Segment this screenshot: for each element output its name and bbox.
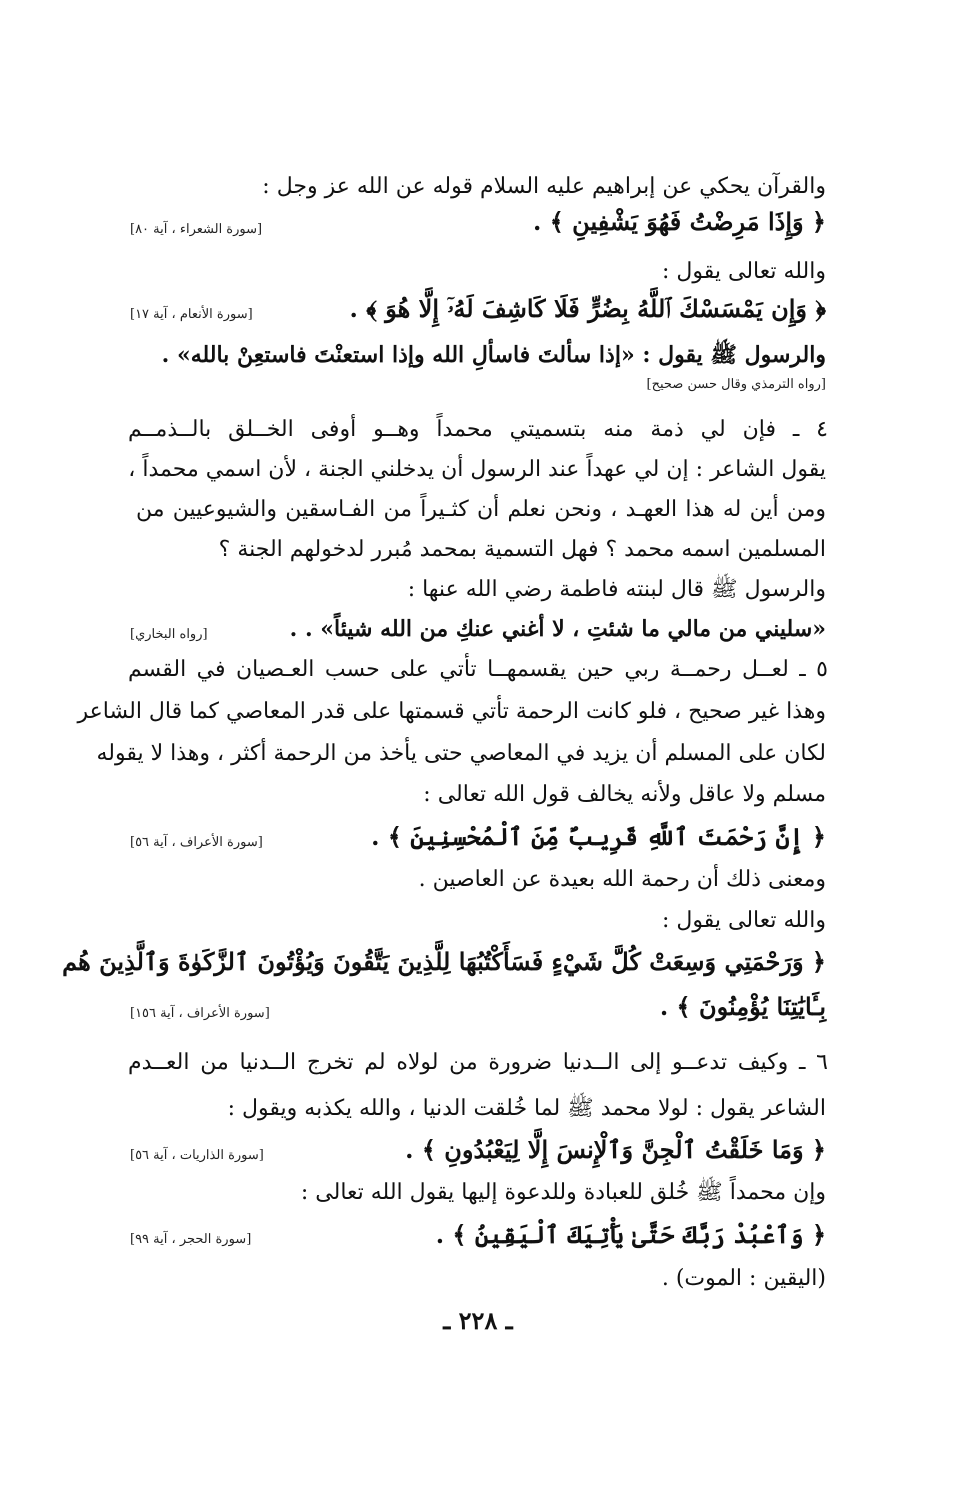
text-line: ومن أين له هذا العهـد ، ونحن نعلم أن كثـيراً من الفـاسقين والشيوعيين من	[136, 497, 826, 522]
quran-verse-line: ﴿ وَإِذَا مَرِضْتُ فَهُوَ يَشْفِينِ ﴾ .	[533, 207, 826, 236]
quran-verse-line: ﴿ إِنَّ رَحْمَتَ ٱللَّهِ قَرِيبٌ مِّنَ ٱلْمُحْسِنِينَ ﴾ .	[371, 822, 826, 851]
text-line: والقرآن يحكي عن إبراهيم عليه السلام قوله عن الله عز وجل :	[262, 174, 826, 199]
text-line: المسلمين اسمه محمد ؟ فهل التسمية بمحمد مُبرر لدخولهم الجنة ؟	[218, 537, 826, 562]
quran-verse-line: ﴿ وَمَا خَلَقْتُ ٱلْجِنَّ وَٱلْإِنسَ إِلَّا لِيَعْبُدُونِ ﴾ .	[405, 1135, 826, 1164]
text-line: والرسول ﷺ يقول : «إذا سألتَ فاسألِ الله وإذا استعنْتَ فاستعِنْ بالله» .	[161, 342, 826, 368]
text-line: وإن محمداً ﷺ خُلق للعبادة وللدعوة إليها يقول الله تعالى :	[300, 1180, 826, 1205]
quran-verse-line: ﴿ وَٱعْبُدْ رَبَّكَ حَتَّىٰ يَأْتِيَكَ ٱلْيَقِينُ ﴾ .	[435, 1220, 826, 1249]
citation-reference: [سورة الأنعام ، آية ١٧]	[130, 307, 253, 322]
citation-reference: [سورة الأعراف ، آية ١٥٦]	[130, 1006, 270, 1021]
text-line: يقول الشاعر : إن لي عهداً عند الرسول أن يدخلني الجنة ، لأن اسمي محمداً ،	[128, 457, 826, 482]
citation-reference: [سورة الذاريات ، آية ٥٦]	[130, 1148, 264, 1163]
text-line: والله تعالى يقول :	[662, 259, 826, 284]
text-line: والله تعالى يقول :	[662, 908, 826, 933]
text-line: وهذا غير صحيح ، فلو كانت الرحمة تأتي قسمتها على قدر المعاصي كما قال الشاعر	[77, 699, 826, 724]
citation-reference: [سورة الشعراء ، آية ٨٠]	[130, 222, 263, 237]
text-line: مسلم ولا عاقل ولأنه يخالف قول الله تعالى :	[423, 782, 826, 807]
citation-reference: [سورة الحجر ، آية ٩٩]	[130, 1232, 252, 1247]
quran-verse-line: ﴿ وَرَحْمَتِي وَسِعَتْ كُلَّ شَيْءٍ فَسَأَكْتُبُهَا لِلَّذِينَ يَتَّقُونَ وَيُؤْتُونَ ٱلزَّكَوٰةَ وَٱلَّذِينَ هُم	[62, 947, 826, 976]
quran-verse-line: ﴿ وَإِن يَمْسَسْكَ ٱللَّهُ بِضُرٍّ فَلَا كَاشِفَ لَهُۥٓ إِلَّا هُوَ ﴾ .	[349, 294, 826, 323]
citation-reference: [سورة الأعراف ، آية ٥٦]	[130, 835, 263, 850]
citation-reference: [رواه البخاري]	[130, 627, 208, 642]
poem-verse-line: ٤ ـ فإن لي ذمة منه بتسميتي محمداً وهــو أوفى الخــلق بالــذمــم	[128, 417, 828, 442]
citation-reference: [رواه الترمذي وقال حسن صحيح]	[646, 377, 826, 392]
poem-verse-line: ٥ ـ لعــل رحمــة ربي حين يقسمهــا تأتي على حسب العـصيان في القسم	[128, 657, 828, 682]
quran-verse-line: بِـَٔايَٰتِنَا يُؤْمِنُونَ ﴾ .	[659, 992, 826, 1021]
text-line: ومعنى ذلك أن رحمة الله بعيدة عن العاصين .	[418, 867, 826, 892]
text-line: والرسول ﷺ قال لبنته فاطمة رضي الله عنها :	[407, 577, 826, 602]
page-number: ـ ٢٢٨ ـ	[443, 1306, 513, 1335]
poem-verse-line: ٦ ـ وكيف تدعــو إلى الــدنيا ضرورة من لولاه لم تخرج الــدنيا من العــدم	[128, 1050, 828, 1075]
text-line: لكان على المسلم أن يزيد في المعاصي حتى يأخذ من الرحمة أكثر ، وهذا لا يقوله	[96, 741, 826, 766]
hadith-line: «سليني من مالي ما شئتِ ، لا أغني عنكِ من الله شيئاً» . .	[289, 616, 826, 642]
text-line: الشاعر يقول : لولا محمد ﷺ لما خُلقت الدنيا ، والله يكذبه ويقول :	[227, 1096, 826, 1121]
text-line: (اليقين : الموت) .	[661, 1266, 826, 1291]
